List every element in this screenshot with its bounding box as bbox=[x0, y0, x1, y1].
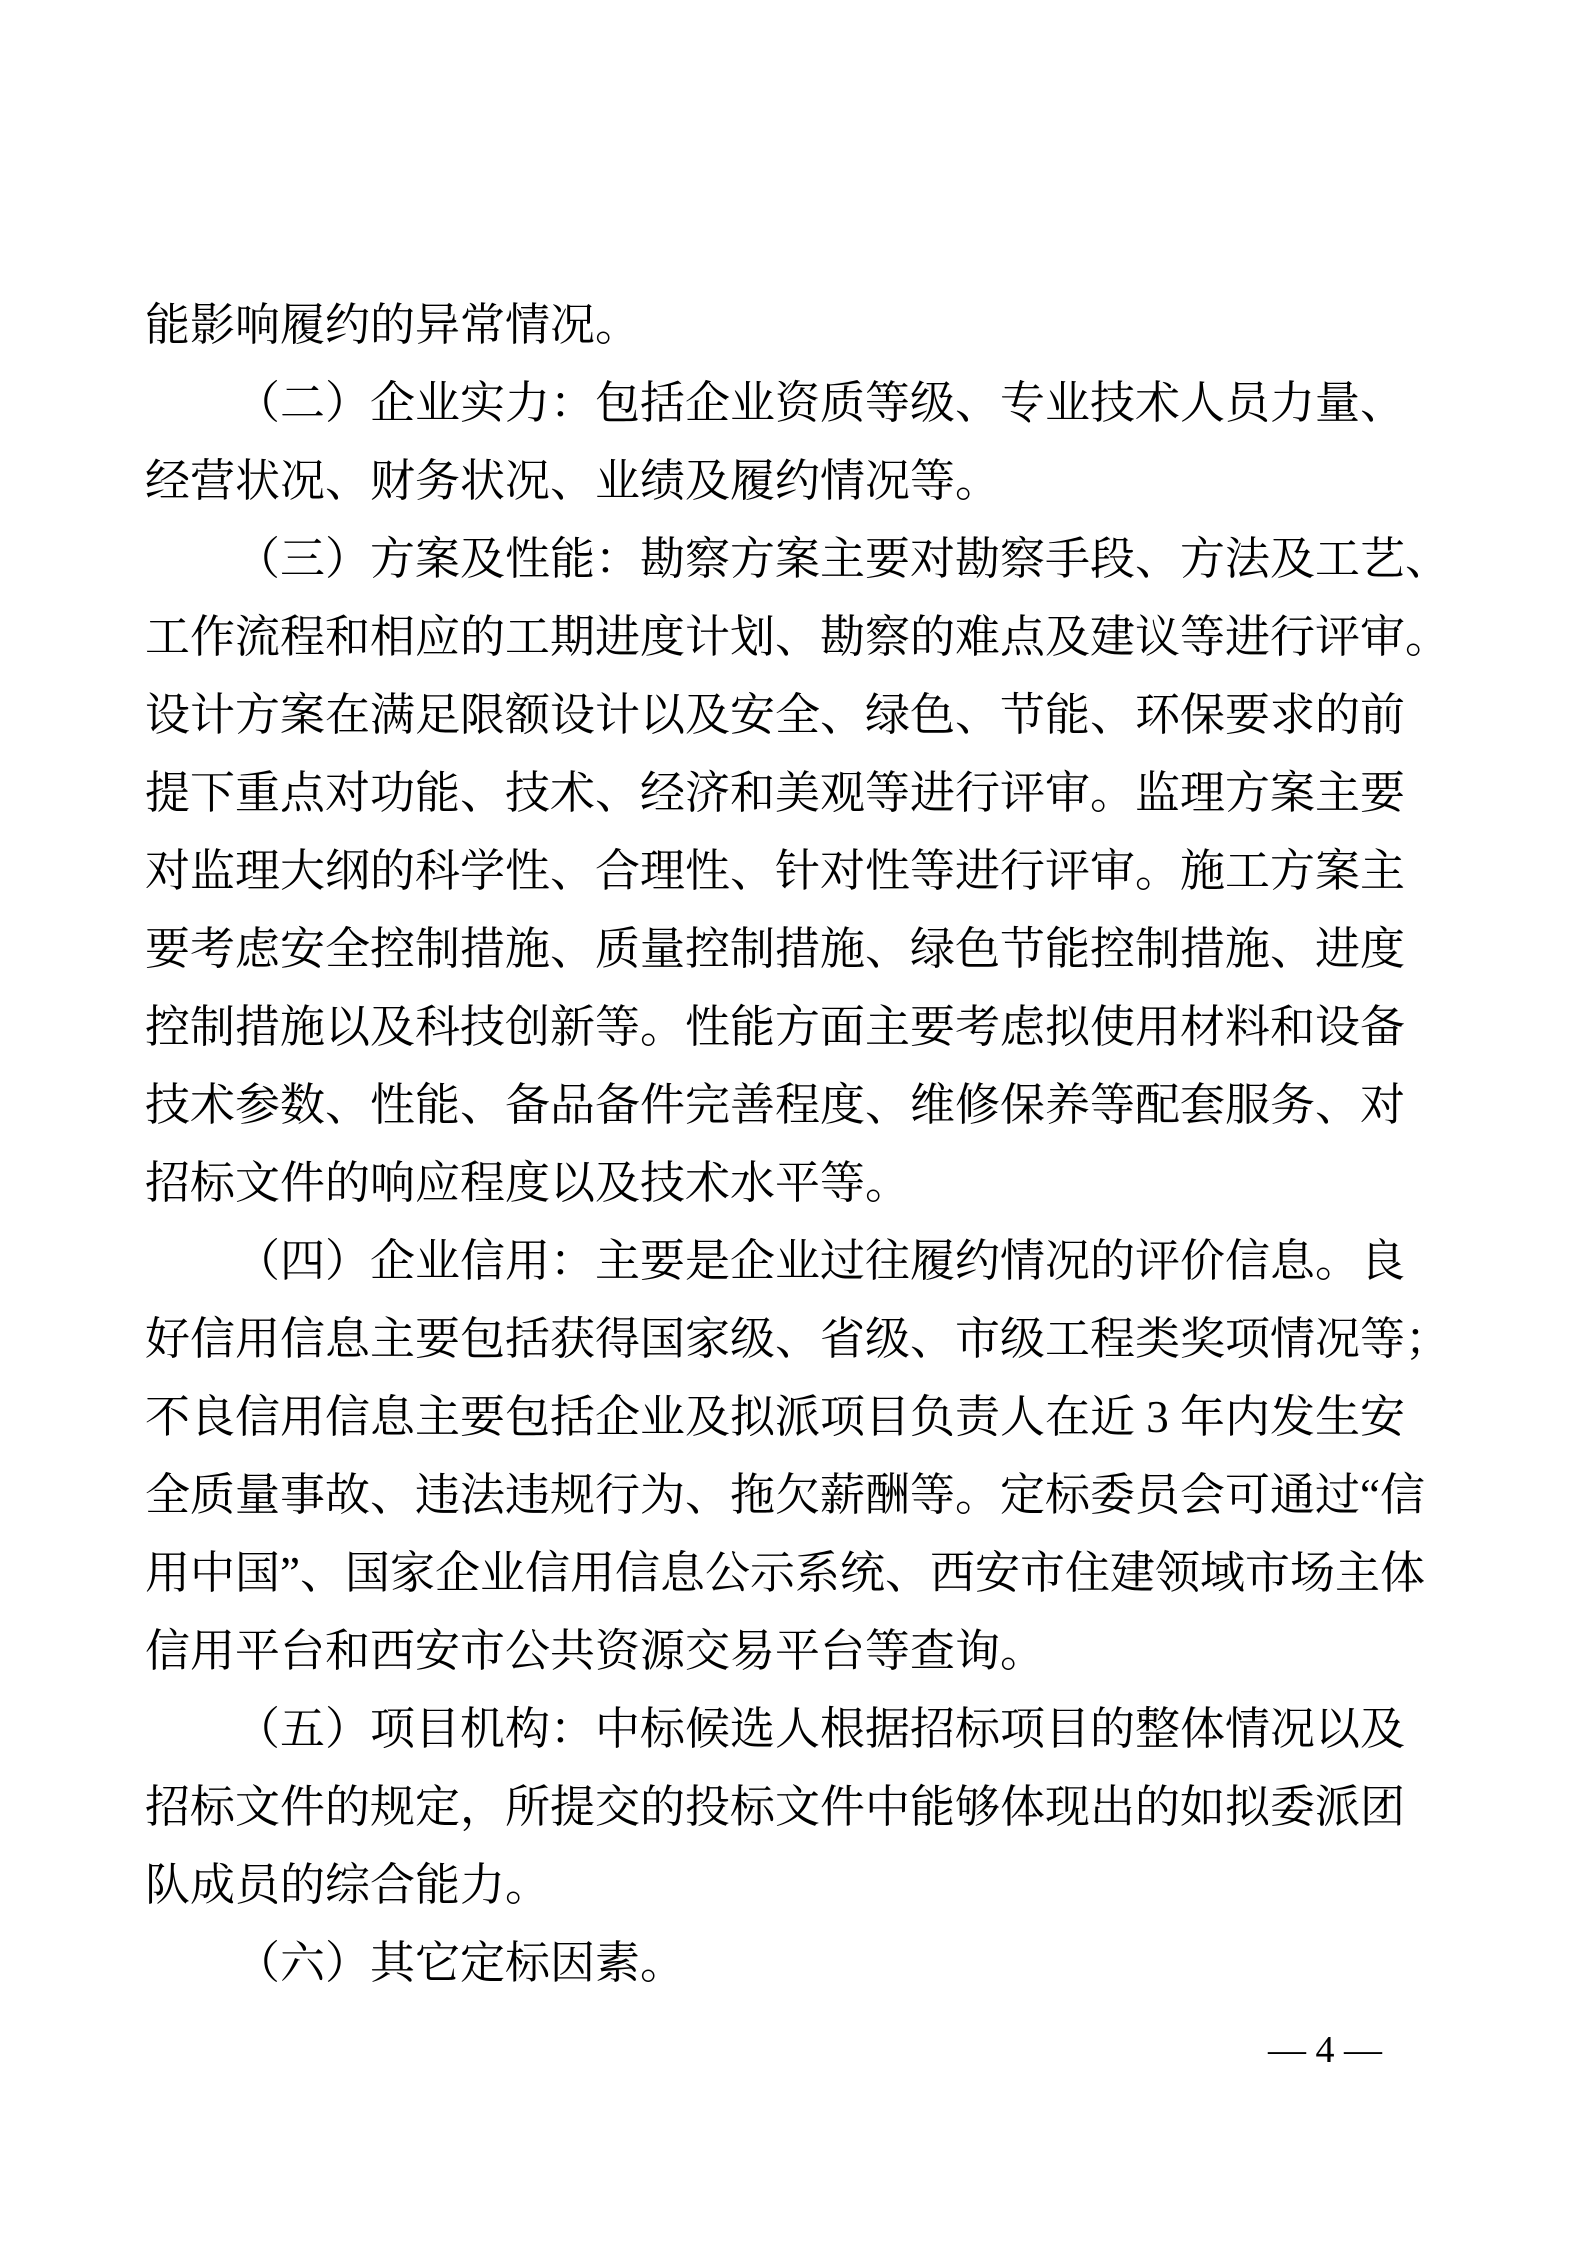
text-line: 设计方案在满足限额设计以及安全、绿色、节能、环保要求的前 bbox=[145, 690, 1406, 740]
text-line: 提下重点对功能、技术、经济和美观等进行评审。监理方案主要 bbox=[145, 768, 1406, 818]
text-line: 经营状况、财务状况、业绩及履约情况等。 bbox=[145, 456, 1001, 506]
text-line: 招标文件的规定，所提交的投标文件中能够体现出的如拟委派团 bbox=[145, 1782, 1406, 1832]
text-line: 全质量事故、违法违规行为、拖欠薪酬等。定标委员会可通过“信 bbox=[145, 1470, 1425, 1520]
text-line: （三）方案及性能：勘察方案主要对勘察手段、方法及工艺、 bbox=[235, 534, 1451, 584]
text-line: 对监理大纲的科学性、合理性、针对性等进行评审。施工方案主 bbox=[145, 846, 1406, 896]
text-line: （五）项目机构：中标候选人根据招标项目的整体情况以及 bbox=[235, 1704, 1406, 1754]
text-line: 用中国”、国家企业信用信息公示系统、西安市住建领域市场主体 bbox=[145, 1548, 1425, 1598]
text-line: （六）其它定标因素。 bbox=[235, 1938, 686, 1988]
text-line: 能影响履约的异常情况。 bbox=[145, 300, 641, 350]
text-line: 不良信用信息主要包括企业及拟派项目负责人在近 3 年内发生安 bbox=[145, 1392, 1406, 1442]
text-line: （四）企业信用：主要是企业过往履约情况的评价信息。良 bbox=[235, 1236, 1406, 1286]
page-number: — 4 — bbox=[1268, 2029, 1382, 2071]
text-line: 队成员的综合能力。 bbox=[145, 1860, 551, 1910]
text-line: 技术参数、性能、备品备件完善程度、维修保养等配套服务、对 bbox=[145, 1080, 1406, 1130]
text-line: （二）企业实力：包括企业资质等级、专业技术人员力量、 bbox=[235, 378, 1406, 428]
text-line: 招标文件的响应程度以及技术水平等。 bbox=[145, 1158, 911, 1208]
text-line: 好信用信息主要包括获得国家级、省级、市级工程类奖项情况等； bbox=[145, 1314, 1451, 1364]
text-line: 信用平台和西安市公共资源交易平台等查询。 bbox=[145, 1626, 1046, 1676]
text-line: 要考虑安全控制措施、质量控制措施、绿色节能控制措施、进度 bbox=[145, 924, 1406, 974]
text-line: 控制措施以及科技创新等。性能方面主要考虑拟使用材料和设备 bbox=[145, 1002, 1406, 1052]
document-body bbox=[145, 286, 1451, 2002]
text-line: 工作流程和相应的工期进度计划、勘察的难点及建议等进行评审。 bbox=[145, 612, 1451, 662]
